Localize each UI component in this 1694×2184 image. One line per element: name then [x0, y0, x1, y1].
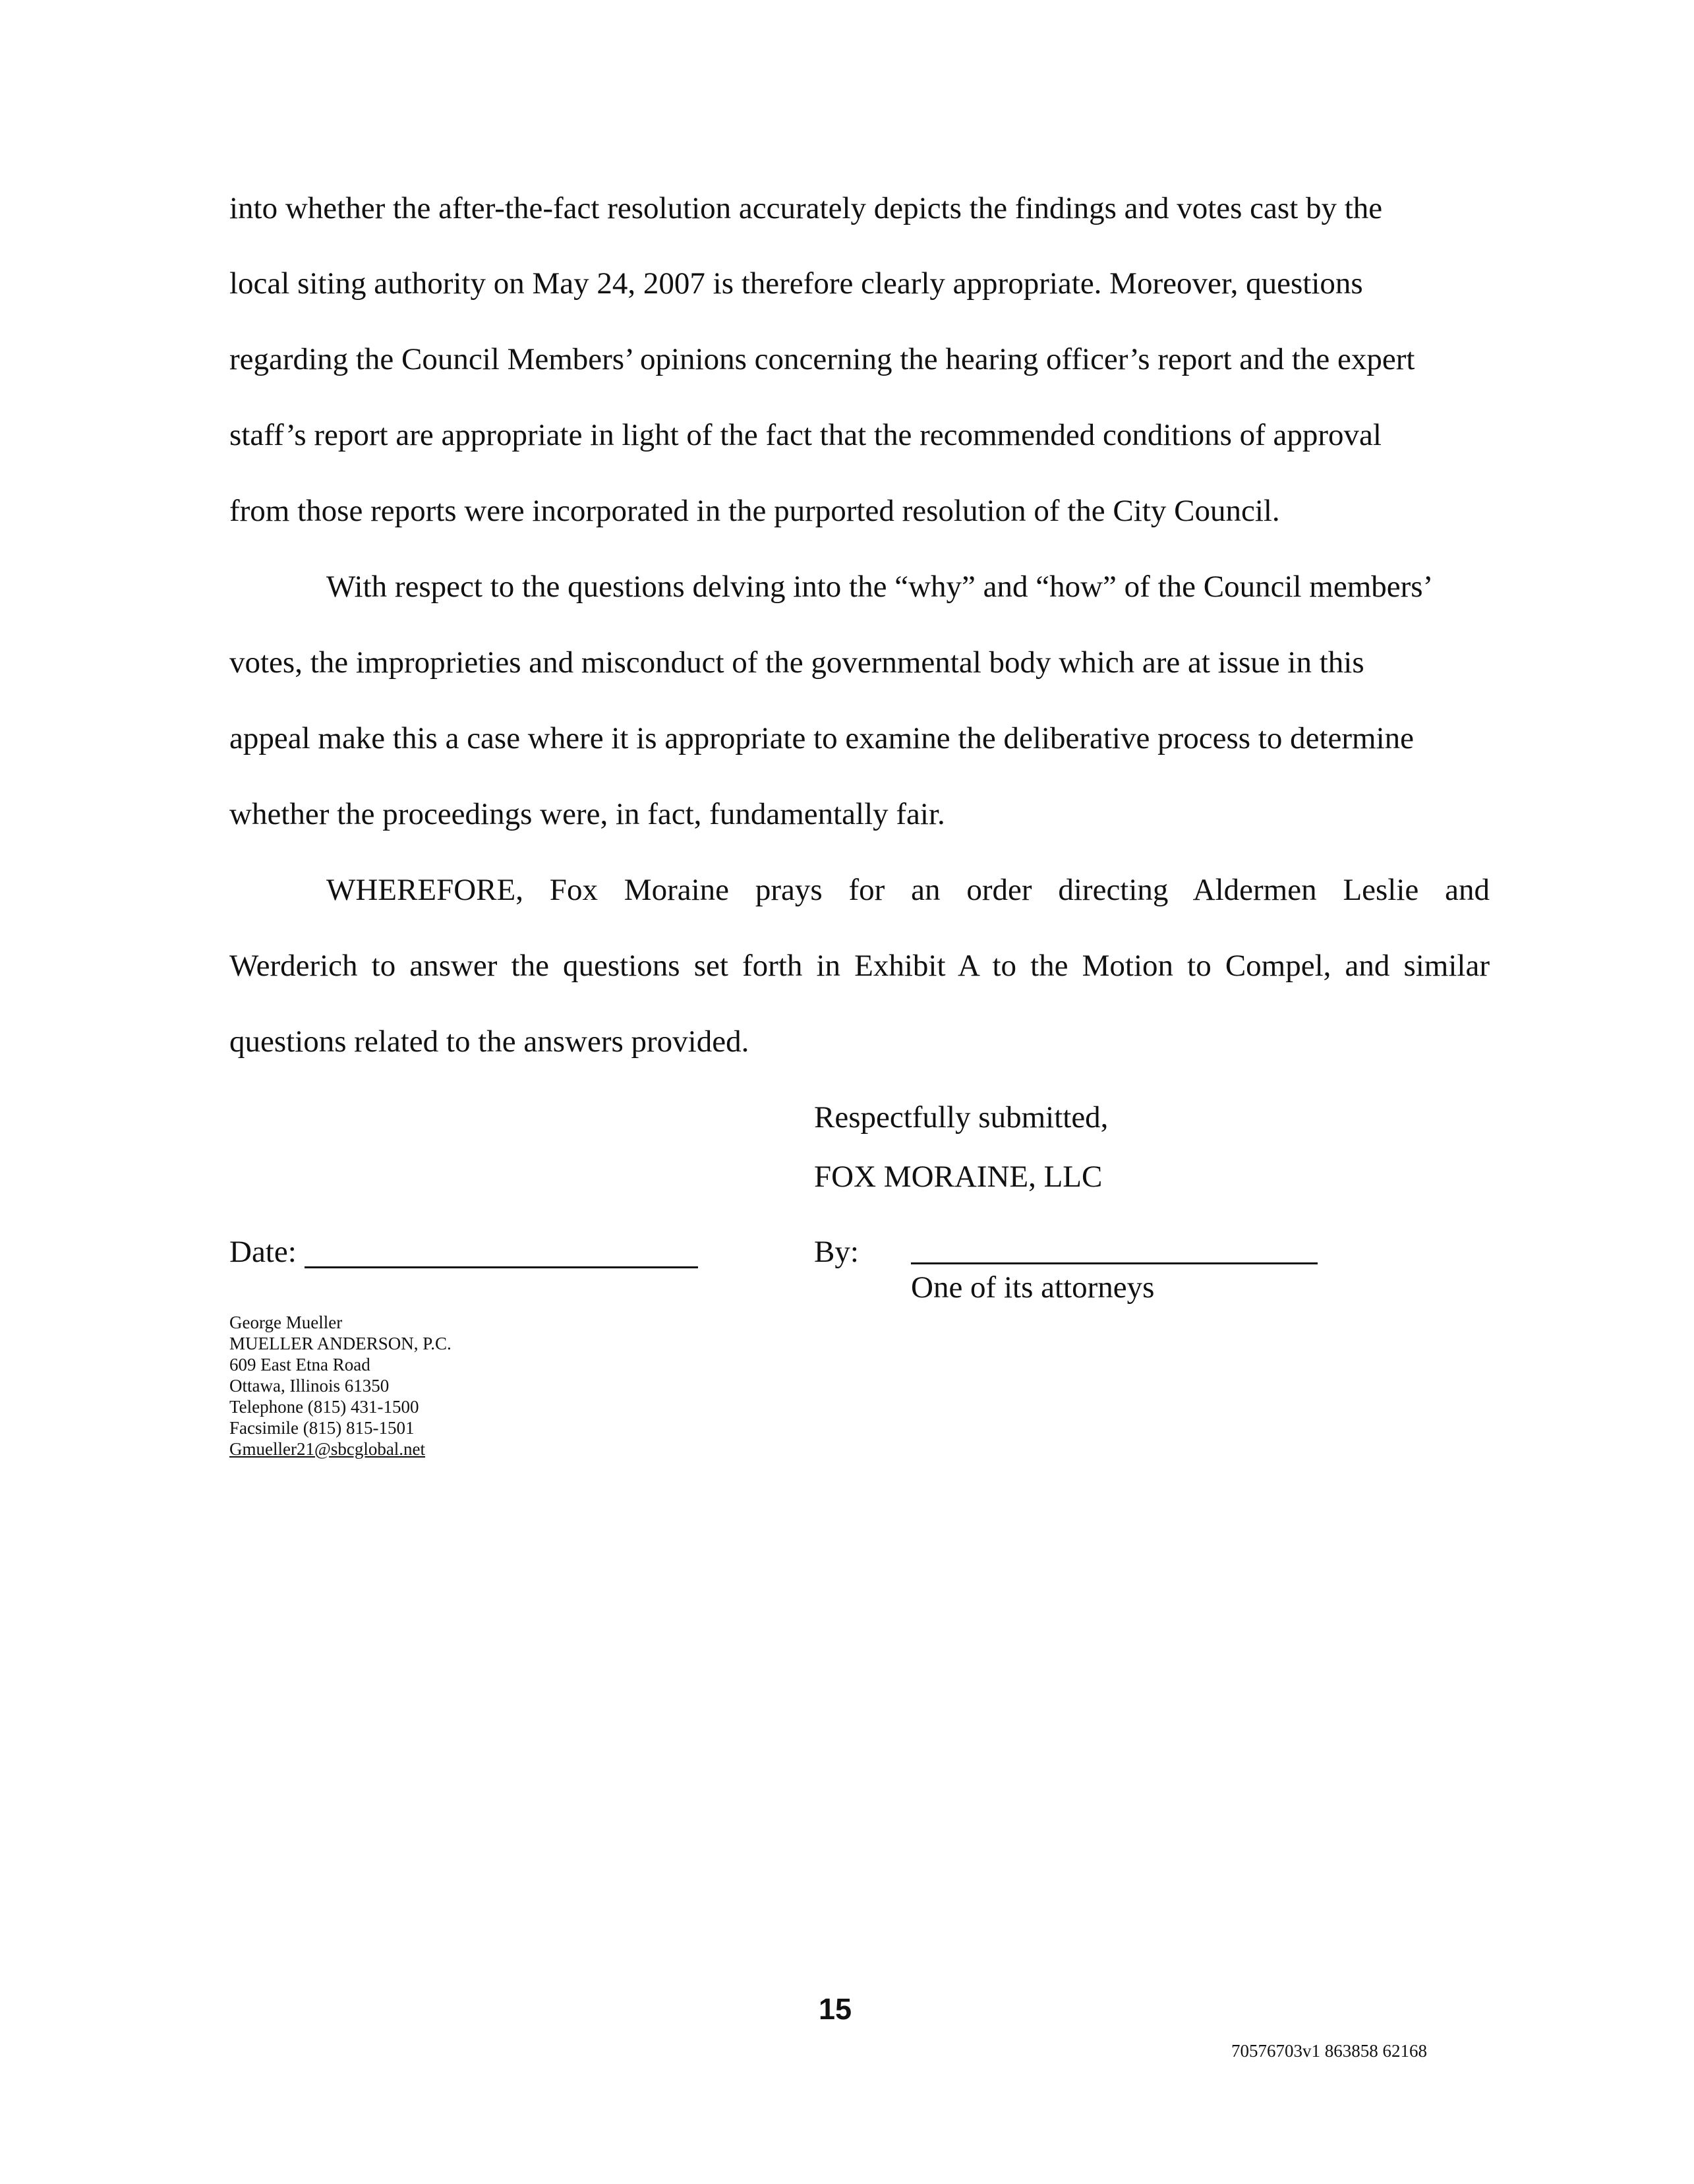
- paragraph1-line-5: from those reports were incorporated in the purported resolution of the City Council.: [229, 494, 1280, 528]
- paragraph3-line-1: WHEREFORE, Fox Moraine prays for an order directing Aldermen Leslie and: [326, 873, 1490, 907]
- paragraph3-line-3: questions related to the answers provided.: [229, 1024, 749, 1059]
- party-name: FOX MORAINE, LLC: [814, 1160, 1103, 1194]
- paragraph1-line-3: regarding the Council Members’ opinions concerning the hearing officer’s report and the expert: [229, 342, 1415, 376]
- date-label: Date:: [229, 1235, 297, 1269]
- firm-name: MUELLER ANDERSON, P.C.: [229, 1334, 452, 1353]
- attorney-caption: One of its attorneys: [911, 1270, 1155, 1305]
- paragraph2-line-2: votes, the improprieties and misconduct of the governmental body which are at issue in this: [229, 645, 1364, 680]
- attorney-name: George Mueller: [229, 1313, 343, 1332]
- paragraph1-line-2: local siting authority on May 24, 2007 is therefore clearly appropriate. Moreover, questions: [229, 266, 1363, 301]
- paragraph2-line-1: With respect to the questions delving into the “why” and “how” of the Council members’: [326, 570, 1434, 604]
- by-signature-line: [911, 1262, 1318, 1264]
- email-link[interactable]: Gmueller21@sbcglobal.net: [229, 1439, 426, 1459]
- paragraph1-line-1: into whether the after-the-fact resolution accurately depicts the findings and votes cast by the: [229, 191, 1383, 225]
- paragraph1-line-4: staff’s report are appropriate in light of the fact that the recommended conditions of approval: [229, 418, 1382, 452]
- date-signature-line: [305, 1266, 698, 1268]
- paragraph2-line-4: whether the proceedings were, in fact, fundamentally fair.: [229, 797, 945, 831]
- paragraph3-line-2: Werderich to answer the questions set forth in Exhibit A to the Motion to Compel, and similar: [229, 949, 1490, 983]
- facsimile: Facsimile (815) 815-1501: [229, 1418, 415, 1438]
- paragraph2-line-3: appeal make this a case where it is appropriate to examine the deliberative process to determine: [229, 721, 1415, 755]
- document-id: 70576703v1 863858 62168: [1231, 2041, 1427, 2061]
- page-number: 15: [819, 1992, 852, 2026]
- by-label: By:: [814, 1235, 859, 1269]
- street-address: 609 East Etna Road: [229, 1355, 370, 1374]
- city-address: Ottawa, Illinois 61350: [229, 1376, 390, 1396]
- closing-text: Respectfully submitted,: [814, 1100, 1109, 1135]
- telephone: Telephone (815) 431-1500: [229, 1397, 419, 1417]
